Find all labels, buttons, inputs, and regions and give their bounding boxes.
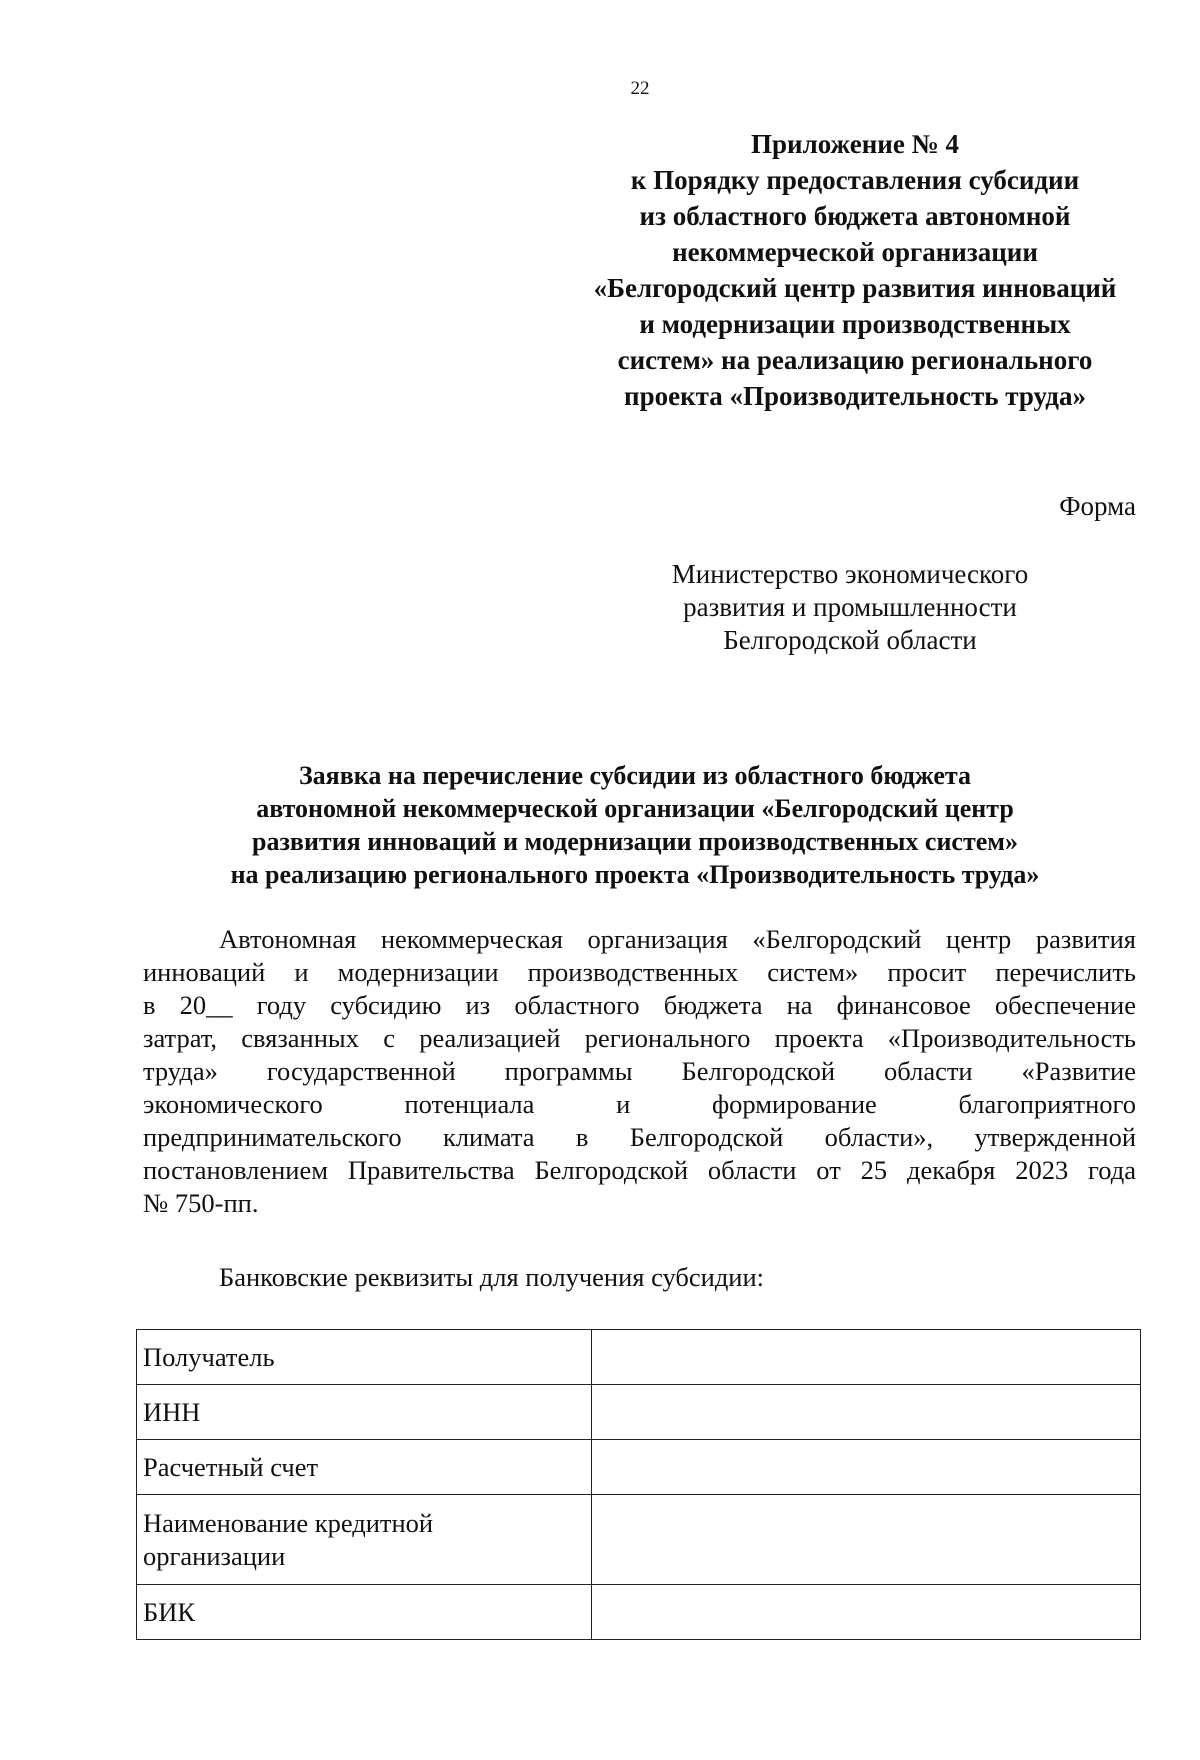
table-row xyxy=(137,1385,1141,1440)
ministry-line: Министерство экономического xyxy=(671,559,1029,589)
bank-label-credit-org-line: Наименование кредитной xyxy=(143,1507,434,1538)
bank-value-bik[interactable] xyxy=(592,1585,1141,1640)
appendix-line: «Белгородский центр развития инноваций xyxy=(593,273,1117,303)
appendix-line: и модернизации производственных xyxy=(639,309,1071,339)
appendix-line: из областного бюджета автономной xyxy=(639,201,1071,231)
body-line: в 20__ году субсидию из областного бюджета на финансовое обеспечение xyxy=(143,990,1136,1020)
bank-label-recipient: Получатель xyxy=(137,1330,592,1385)
bank-value-account[interactable] xyxy=(592,1440,1141,1495)
appendix-line: проекта «Производительность труда» xyxy=(624,381,1086,411)
appendix-header xyxy=(555,126,1155,414)
bank-details-caption: Банковские реквизиты для получения субсидии: xyxy=(219,1262,765,1292)
table-row xyxy=(137,1330,1141,1385)
appendix-line: Приложение № 4 xyxy=(751,129,959,159)
request-title xyxy=(135,759,1135,891)
bank-label-bik: БИК xyxy=(137,1585,592,1640)
bank-label-account: Расчетный счет xyxy=(137,1440,592,1495)
body-line: предпринимательского климата в Белгородской области», утвержденной xyxy=(143,1122,1136,1152)
appendix-line: некоммерческой организации xyxy=(672,237,1038,267)
bank-value-recipient[interactable] xyxy=(592,1330,1141,1385)
body-line: труда» государственной программы Белгородской области «Развитие xyxy=(143,1056,1136,1086)
request-title-line: развития инноваций и модернизации производственных систем» xyxy=(252,827,1018,856)
table-row xyxy=(137,1585,1141,1640)
body-line: затрат, связанных с реализацией регионального проекта «Производительность xyxy=(143,1023,1136,1053)
request-body-paragraph xyxy=(143,923,1136,1220)
body-line: постановлением Правительства Белгородской области от 25 декабря 2023 года xyxy=(143,1155,1136,1185)
form-label: Форма xyxy=(1059,491,1136,521)
body-line: Автономная некоммерческая организация «Белгородский центр развития xyxy=(219,924,1136,954)
table-row xyxy=(137,1440,1141,1495)
body-line: экономического потенциала и формирование благоприятного xyxy=(143,1089,1136,1119)
page-number: 22 xyxy=(630,78,650,99)
body-line: № 750-пп. xyxy=(143,1188,259,1218)
request-title-line: автономной некоммерческой организации «Белгородский центр xyxy=(256,794,1014,823)
appendix-line: к Порядку предоставления субсидии xyxy=(630,165,1080,195)
bank-label-credit-org xyxy=(137,1495,592,1585)
body-line: инноваций и модернизации производственных систем» просит перечислить xyxy=(143,957,1136,987)
bank-label-inn: ИНН xyxy=(137,1385,592,1440)
request-title-line: на реализацию регионального проекта «Производительность труда» xyxy=(230,860,1040,889)
ministry-line: развития и промышленности xyxy=(683,592,1017,622)
bank-details-table xyxy=(136,1329,1141,1640)
bank-value-credit-org[interactable] xyxy=(592,1495,1141,1585)
table-row xyxy=(137,1495,1141,1585)
request-title-line: Заявка на перечисление субсидии из областного бюджета xyxy=(298,761,972,790)
appendix-line: систем» на реализацию регионального xyxy=(617,345,1093,375)
bank-label-credit-org-line: организации xyxy=(143,1540,286,1571)
addressee-ministry xyxy=(640,558,1060,657)
bank-value-inn[interactable] xyxy=(592,1385,1141,1440)
ministry-line: Белгородской области xyxy=(723,625,977,655)
